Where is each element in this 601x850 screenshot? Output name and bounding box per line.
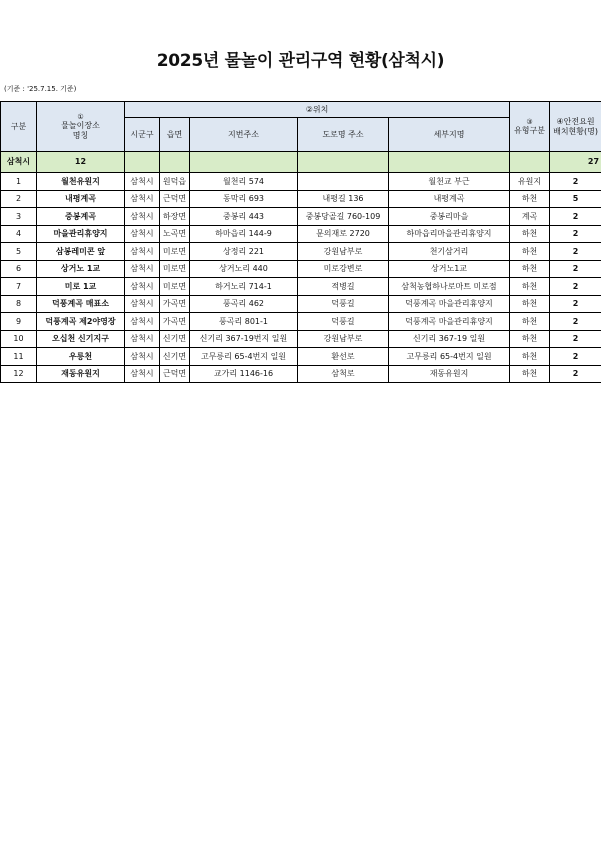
cell-number: 2 [1,190,37,208]
cell-town: 하장면 [160,208,190,226]
cell-detail-place: 삼척농협하나로마트 미로점 [389,278,510,296]
cell-town: 미로면 [160,278,190,296]
cell-town: 신기면 [160,330,190,348]
cell-safety-staff: 5 [550,190,601,208]
cell-road-address: 덕풍길 [298,313,389,331]
cell-city: 삼척시 [125,190,160,208]
cell-type: 계곡 [510,208,550,226]
cell-detail-place: 하마읍리마을관리휴양지 [389,225,510,243]
header-lot-address: 지번주소 [190,118,298,152]
cell-number: 7 [1,278,37,296]
cell-road-address: 환선로 [298,348,389,366]
cell-number: 3 [1,208,37,226]
cell-detail-place: 월천교 부근 [389,173,510,191]
table-row [1,208,601,226]
header-town: 읍면 [160,118,190,152]
header-place-name [37,102,125,152]
cell-type: 하천 [510,190,550,208]
table-row [1,278,601,296]
cell-place-name: 월천유원지 [37,173,125,191]
cell-city: 삼척시 [125,313,160,331]
header-detail-place: 세부지명 [389,118,510,152]
cell-city: 삼척시 [125,260,160,278]
cell-number: 6 [1,260,37,278]
cell-safety-staff: 2 [550,295,601,313]
cell-city: 삼척시 [125,365,160,383]
cell-place-name: 오십천 신기지구 [37,330,125,348]
cell-place-name: 재동유원지 [37,365,125,383]
cell-place-name: 덕풍계곡 매표소 [37,295,125,313]
cell-town: 미로면 [160,243,190,261]
table-row [1,260,601,278]
cell-lot-address: 상정리 221 [190,243,298,261]
cell-place-name: 마을관리휴양지 [37,225,125,243]
cell-lot-address: 풍곡리 801-1 [190,313,298,331]
cell-place-name: 중봉계곡 [37,208,125,226]
summary-empty-cell [298,152,389,173]
cell-number: 5 [1,243,37,261]
cell-detail-place: 고무릉리 65-4번지 일원 [389,348,510,366]
cell-type: 하천 [510,260,550,278]
cell-detail-place: 중봉리마을 [389,208,510,226]
header-place-name-line2: 명칭 [72,130,89,140]
cell-detail-place: 재동유원지 [389,365,510,383]
cell-road-address: 삼척로 [298,365,389,383]
cell-type: 하천 [510,243,550,261]
header-road-address: 도로명 주소 [298,118,389,152]
cell-lot-address: 월천리 574 [190,173,298,191]
summary-empty-cell [160,152,190,173]
header-safety-line2: 배치현황(명) [553,126,598,136]
cell-town: 가곡면 [160,295,190,313]
cell-number: 8 [1,295,37,313]
cell-type: 하천 [510,313,550,331]
cell-town: 노곡면 [160,225,190,243]
cell-type: 하천 [510,348,550,366]
base-date: (기준 : '25.7.15. 기준) [4,85,77,93]
summary-category: 삼척시 [1,152,37,173]
cell-number: 4 [1,225,37,243]
table-row [1,295,601,313]
cell-city: 삼척시 [125,330,160,348]
cell-place-name: 삼봉레미콘 앞 [37,243,125,261]
table-row [1,190,601,208]
cell-place-name: 우릉천 [37,348,125,366]
document-title: 2025년 물놀이 관리구역 현황(삼척시) [156,51,445,71]
cell-road-address: 적병길 [298,278,389,296]
cell-detail-place: 신기리 367-19 일원 [389,330,510,348]
cell-type: 하천 [510,295,550,313]
header-type-number: ③ [526,117,533,126]
header-category: 구분 [1,102,37,152]
table-row [1,225,601,243]
cell-lot-address: 상거노리 440 [190,260,298,278]
cell-number: 10 [1,330,37,348]
cell-safety-staff: 2 [550,208,601,226]
header-type [510,102,550,152]
cell-detail-place: 내평계곡 [389,190,510,208]
cell-place-name: 미로 1교 [37,278,125,296]
cell-lot-address: 동막리 693 [190,190,298,208]
cell-number: 9 [1,313,37,331]
cell-town: 근덕면 [160,190,190,208]
cell-type: 하천 [510,365,550,383]
cell-road-address: 강원남부로 [298,243,389,261]
header-place-name-line1: 물놀이장소 [61,121,100,131]
cell-number: 11 [1,348,37,366]
header-location: ②위치 [125,102,510,118]
cell-safety-staff: 2 [550,348,601,366]
cell-city: 삼척시 [125,208,160,226]
table-row [1,348,601,366]
cell-safety-staff: 2 [550,365,601,383]
cell-detail-place: 천기삼거리 [389,243,510,261]
cell-type: 하천 [510,330,550,348]
table-row [1,313,601,331]
table-row [1,173,601,191]
cell-city: 삼척시 [125,225,160,243]
cell-safety-staff: 2 [550,330,601,348]
cell-safety-staff: 2 [550,278,601,296]
cell-city: 삼척시 [125,173,160,191]
cell-lot-address: 하마읍리 144-9 [190,225,298,243]
cell-type: 유원지 [510,173,550,191]
summary-empty-cell [510,152,550,173]
cell-place-name: 덕풍계곡 제2야영장 [37,313,125,331]
cell-town: 근덕면 [160,365,190,383]
cell-number: 12 [1,365,37,383]
water-play-area-table [0,101,601,383]
cell-safety-staff: 2 [550,225,601,243]
table-row [1,243,601,261]
summary-row [1,152,601,173]
header-safety-line1: ④안전요원 [556,117,595,127]
cell-lot-address: 신기리 367-19번지 일원 [190,330,298,348]
cell-road-address: 덕풍길 [298,295,389,313]
cell-detail-place: 덕풍계곡 마을관리휴양지 [389,313,510,331]
cell-road-address: 중봉당골길 760-109 [298,208,389,226]
table-row [1,365,601,383]
header-safety-staff [550,102,601,152]
cell-safety-staff: 2 [550,243,601,261]
cell-lot-address: 하거노리 714-1 [190,278,298,296]
cell-safety-staff: 2 [550,313,601,331]
cell-place-name: 내평계곡 [37,190,125,208]
cell-city: 삼척시 [125,243,160,261]
header-city: 시군구 [125,118,160,152]
cell-town: 신기면 [160,348,190,366]
cell-lot-address: 고무릉리 65-4번지 일원 [190,348,298,366]
cell-town: 원덕읍 [160,173,190,191]
summary-empty-cell [389,152,510,173]
cell-lot-address: 중봉리 443 [190,208,298,226]
data-rows [1,173,601,383]
cell-city: 삼척시 [125,348,160,366]
cell-road-address [298,173,389,191]
cell-detail-place: 덕풍계곡 마을관리휴양지 [389,295,510,313]
cell-lot-address: 교가리 1146-16 [190,365,298,383]
cell-detail-place: 상거노1교 [389,260,510,278]
cell-road-address: 내평길 136 [298,190,389,208]
table-row [1,330,601,348]
summary-empty-cell [125,152,160,173]
summary-total-safety: 27 [550,152,601,173]
summary-empty-cell [190,152,298,173]
cell-place-name: 상거노 1교 [37,260,125,278]
cell-type: 하천 [510,225,550,243]
cell-town: 미로면 [160,260,190,278]
cell-number: 1 [1,173,37,191]
cell-city: 삼척시 [125,295,160,313]
cell-lot-address: 풍곡리 462 [190,295,298,313]
header-type-label: 유형구분 [514,125,545,135]
cell-safety-staff: 2 [550,173,601,191]
cell-road-address: 문의재로 2720 [298,225,389,243]
cell-road-address: 강원남부로 [298,330,389,348]
cell-safety-staff: 2 [550,260,601,278]
cell-type: 하천 [510,278,550,296]
cell-road-address: 미로강변로 [298,260,389,278]
summary-count: 12 [37,152,125,173]
cell-town: 가곡면 [160,313,190,331]
header-place-name-number: ① [77,113,84,122]
cell-city: 삼척시 [125,278,160,296]
